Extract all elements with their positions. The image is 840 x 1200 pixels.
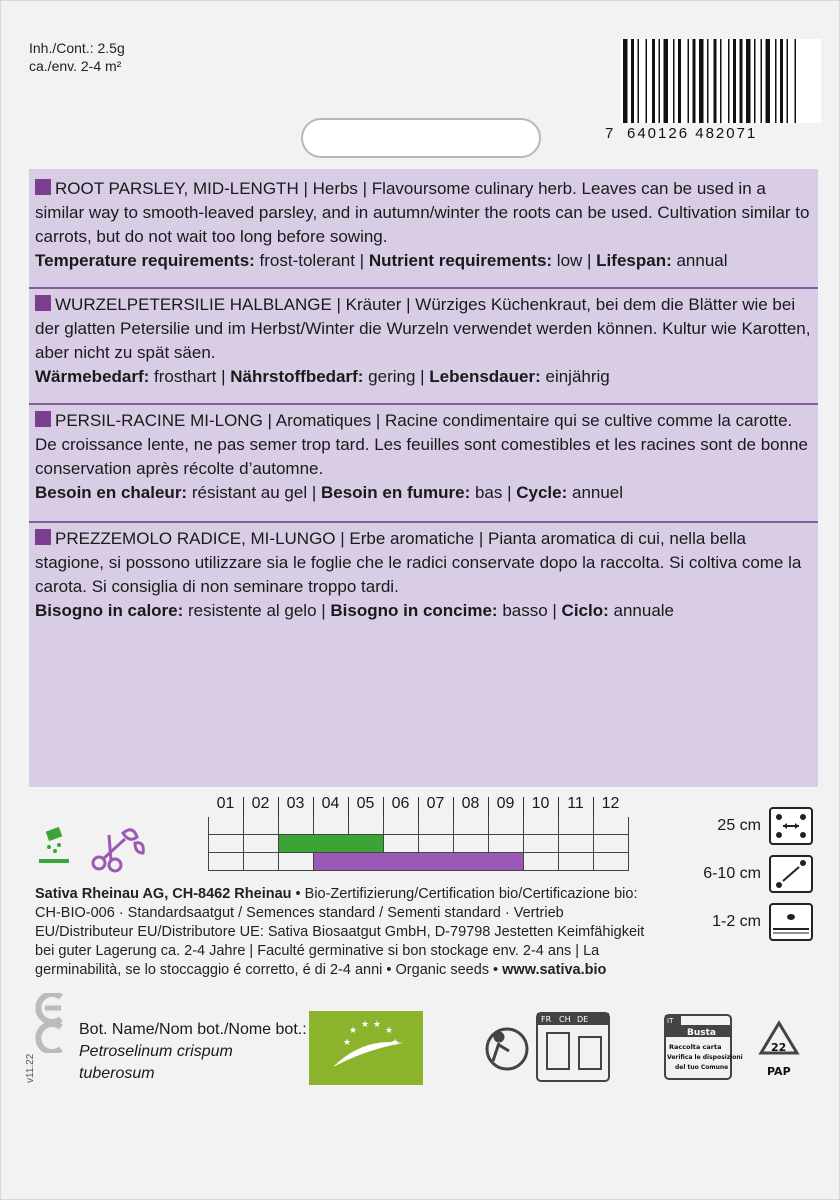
- req-label: Wärmebedarf:: [35, 367, 150, 386]
- botanical-name: [79, 1019, 307, 1085]
- section-german: [35, 293, 812, 389]
- company-text: • Bio-Zertifizierung/Certification bio/Certificazione bio: CH-BIO-006 · Standardsaatgut / Semences standard / Sementi standard · Vertrieb EU/Distributeur EU/Distributore UE: Sativa Biosaatgut GmbH, D-79798 Jestetten Keimfähigkeit bei guter Lagerung ca. 2-4 Jahre | Faculté germinative si bon stockage env. 2-4 ans | La germinabilità, se lo stoccaggio é corretto, é di 2-4 anni • Organic seeds •: [35, 886, 645, 978]
- barcode-bar: [780, 39, 783, 123]
- calendar-month-label: 11: [567, 795, 584, 812]
- barcode-bar: [631, 39, 634, 123]
- calendar-months: [208, 795, 628, 817]
- calendar-gridline: [208, 817, 209, 871]
- barcode-bar: [728, 39, 730, 123]
- section-divider: [29, 287, 818, 289]
- req-label: Cycle:: [516, 483, 568, 502]
- company-info: [35, 885, 665, 980]
- latin-name-2: tuberosum: [79, 1065, 155, 1082]
- calendar-month-label: 09: [496, 795, 515, 812]
- barcode-bar: [740, 39, 743, 123]
- req-value: gering |: [363, 367, 430, 386]
- ch-label: CH: [559, 1015, 571, 1024]
- contents-info: [29, 39, 125, 75]
- calendar-month-label: 07: [426, 795, 445, 812]
- raccolta-line-2: Verifica le disposizioni: [667, 1054, 743, 1061]
- fr-label: FR: [541, 1015, 552, 1024]
- barcode-bar: [673, 39, 675, 123]
- section-french: [35, 409, 812, 505]
- barcode-bar: [659, 39, 661, 123]
- company-name: Sativa Rheinau AG, CH-8462 Rheinau: [35, 886, 292, 902]
- req-value: annuel: [567, 483, 624, 502]
- botanical-label: Bot. Name/Nom bot./Nome bot.:: [79, 1021, 307, 1038]
- eu-organic-leaf-logo: [309, 1011, 423, 1085]
- req-label: Besoin en chaleur:: [35, 483, 188, 502]
- plant-spacing-icon: [769, 855, 813, 893]
- it-label: IT: [667, 1017, 674, 1025]
- req-value: bas |: [470, 483, 517, 502]
- sow-harvest-icons: [39, 821, 149, 877]
- recycling-icons: [479, 1011, 819, 1085]
- bullet-square-icon: [35, 411, 51, 427]
- barcode-bar: [638, 39, 640, 123]
- section-italian: [35, 527, 812, 623]
- calendar-month-separator: [593, 797, 594, 817]
- calendar-gridline: [243, 817, 244, 871]
- latin-name-1: Petroselinum crispum: [79, 1043, 233, 1060]
- req-value: annuale: [608, 601, 675, 620]
- req-label: Bisogno in concime:: [330, 601, 498, 620]
- coverage-area: ca./env. 2-4 m²: [29, 58, 122, 74]
- req-value: résistant au gel |: [187, 483, 321, 502]
- hanger-hole: [301, 118, 541, 158]
- barcode-bar: [761, 39, 763, 123]
- svg-text:★: ★: [373, 1020, 382, 1030]
- calendar-month-label: 04: [321, 795, 340, 812]
- busta-paper-icon: [665, 1015, 743, 1079]
- barcode-bar: [707, 39, 709, 123]
- row-spacing-icon: [769, 807, 813, 845]
- barcode-bar: [766, 39, 771, 123]
- calendar-month-label: 01: [216, 795, 235, 812]
- harvest-scissors-icon: [93, 830, 143, 871]
- req-value: annual: [671, 251, 728, 270]
- req-value: basso |: [497, 601, 562, 620]
- sowing-period-bar: [279, 835, 383, 852]
- version-code: v11.22: [25, 1053, 36, 1083]
- barcode-bar: [678, 39, 681, 123]
- calendar-month-separator: [243, 797, 244, 817]
- req-label: Lebensdauer:: [429, 367, 541, 386]
- calendar-month-separator: [313, 797, 314, 817]
- req-label: Ciclo:: [561, 601, 609, 620]
- bullet-square-icon: [35, 529, 51, 545]
- section-intro: PERSIL-RACINE MI-LONG | Aromatiques | Racine condimentaire qui se cultive comme la carotte. De croissance lente, ne pas semer trop tard. Les feuilles sont comestibles et les racines sont de bonne conservation après récolte d’automne.: [35, 411, 808, 478]
- svg-text:★: ★: [349, 1026, 358, 1036]
- barcode-bar: [623, 39, 628, 123]
- req-label: Temperature requirements:: [35, 251, 255, 270]
- barcode-bar: [787, 39, 789, 123]
- section-intro: PREZZEMOLO RADICE, MI-LUNGO | Erbe aromatiche | Pianta aromatica di cui, nella bella stagione, si possono utilizzare sia le foglie che le radici conservate dopo la raccolta. Si coltiva come la carota. Si consiglia di non seminare troppo tardi.: [35, 529, 802, 596]
- sowing-icon: [39, 827, 69, 863]
- calendar-month-label: 02: [251, 795, 270, 812]
- req-label: Besoin en fumure:: [320, 483, 471, 502]
- description-panel: [29, 169, 818, 787]
- calendar-gridline: [523, 817, 524, 871]
- barcode-bar: [699, 39, 704, 123]
- barcode-digits: 640126 482071: [627, 125, 758, 142]
- calendar-month-separator: [453, 797, 454, 817]
- pap-number: 22: [771, 1041, 787, 1054]
- website-link[interactable]: www.sativa.bio: [502, 962, 607, 978]
- content-weight: Inh./Cont.: 2.5g: [29, 40, 125, 56]
- raccolta-line-1: Raccolta carta: [669, 1043, 722, 1051]
- barcode-bar: [733, 39, 736, 123]
- busta-label: Busta: [687, 1028, 716, 1038]
- calendar-gridline: [628, 817, 629, 871]
- ce-mark-icon: [31, 993, 67, 1053]
- barcode-bar: [664, 39, 669, 123]
- svg-text:★: ★: [361, 1020, 370, 1030]
- section-divider: [29, 403, 818, 405]
- req-value: resistente al gelo |: [183, 601, 331, 620]
- svg-text:★: ★: [343, 1038, 352, 1048]
- barcode-bar: [720, 39, 722, 123]
- calendar-month-label: 05: [356, 795, 375, 812]
- barcode-bar: [746, 39, 751, 123]
- section-divider: [29, 521, 818, 523]
- barcode-bar: [693, 39, 696, 123]
- barcode-bar: [754, 39, 756, 123]
- req-label: Bisogno in calore:: [35, 601, 184, 620]
- sorting-info-icon: [537, 1013, 609, 1081]
- section-intro: ROOT PARSLEY, MID-LENGTH | Herbs | Flavoursome culinary herb. Leaves can be used in a similar way to smooth-leaved parsley, and in autumn/winter the roots can be used. Cultivation similar to carrots, but do not wait too long before sowing.: [35, 179, 810, 246]
- barcode-bar: [795, 39, 797, 123]
- calendar-month-separator: [558, 797, 559, 817]
- calendar-month-separator: [348, 797, 349, 817]
- calendar-month-separator: [383, 797, 384, 817]
- de-label: DE: [577, 1015, 589, 1024]
- barcode-lead-digit: 7: [605, 125, 614, 142]
- section-intro: WURZELPETERSILIE HALBLANGE | Kräuter | Würziges Küchenkraut, bei dem die Blätter wie bei der glatten Petersilie und im Herbst/Winter die Wurzeln verwendet werden können. Kultur wie Karotten, aber nicht zu spät säen.: [35, 295, 811, 362]
- req-label: Nährstoffbedarf:: [230, 367, 364, 386]
- req-value: einjährig: [540, 367, 610, 386]
- barcode-bar: [646, 39, 648, 123]
- calendar-month-separator: [278, 797, 279, 817]
- req-label: Nutrient requirements:: [368, 251, 553, 270]
- harvest-period-bar: [314, 853, 523, 870]
- calendar-month-label: 08: [461, 795, 480, 812]
- pap-label: PAP: [767, 1065, 791, 1078]
- barcode-bar: [688, 39, 690, 123]
- bullet-square-icon: [35, 295, 51, 311]
- req-label: Lifespan:: [596, 251, 672, 270]
- barcode-bars-icon: [621, 39, 821, 123]
- spacing-label: 1-2 cm: [712, 913, 761, 930]
- calendar-gridline: [593, 817, 594, 871]
- barcode-bar: [775, 39, 777, 123]
- calendar-gridline: [558, 817, 559, 871]
- svg-text:★: ★: [385, 1026, 394, 1036]
- calendar-month-separator: [418, 797, 419, 817]
- spacing-label: 6-10 cm: [703, 865, 761, 882]
- calendar-month-label: 10: [531, 795, 550, 812]
- bullet-square-icon: [35, 179, 51, 195]
- calendar-month-separator: [488, 797, 489, 817]
- barcode: [605, 39, 821, 147]
- sowing-depth-icon: [769, 903, 813, 941]
- req-value: frost-tolerant |: [254, 251, 369, 270]
- calendar-grid: [208, 817, 628, 871]
- calendar-month-label: 06: [391, 795, 410, 812]
- section-english: [35, 177, 812, 273]
- raccolta-line-3: del tuo Comune: [675, 1064, 729, 1071]
- pap-recycling-icon: [761, 1023, 797, 1078]
- calendar-month-separator: [523, 797, 524, 817]
- calendar-month-label: 12: [601, 795, 620, 812]
- req-value: frosthart |: [149, 367, 231, 386]
- calendar-month-label: 03: [286, 795, 305, 812]
- triman-icon: [487, 1029, 527, 1069]
- req-value: low |: [552, 251, 597, 270]
- barcode-bar: [714, 39, 717, 123]
- barcode-bar: [652, 39, 655, 123]
- spacing-label: 25 cm: [717, 817, 761, 834]
